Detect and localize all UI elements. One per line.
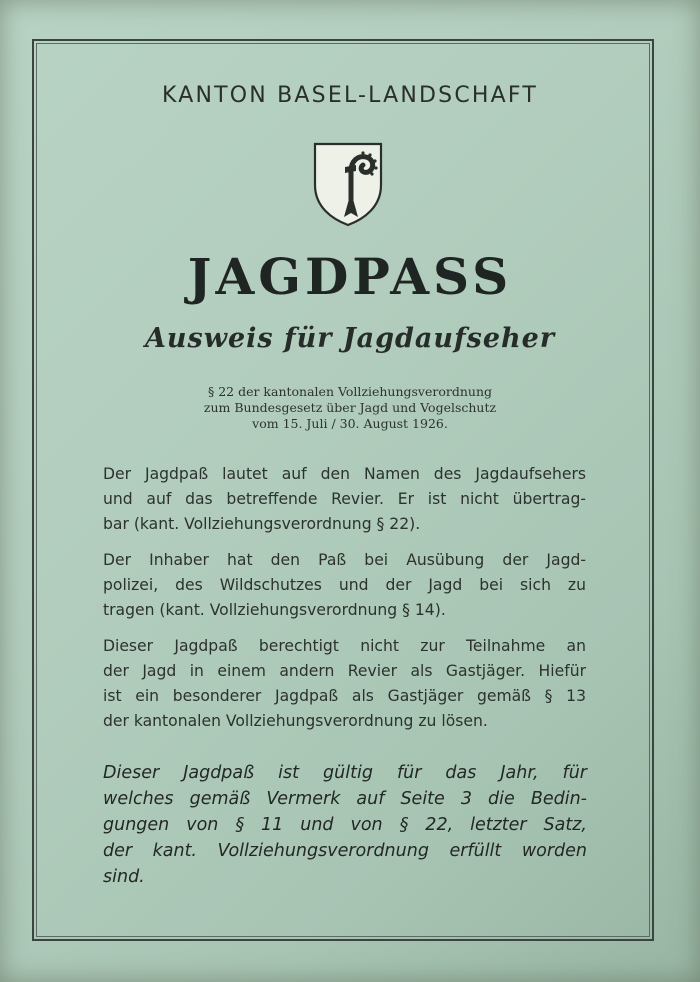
legal-reference	[30, 384, 670, 432]
paragraph-carry-obligation	[103, 548, 586, 623]
paragraph-line: und auf das betreffende Revier. Er ist nicht übertrag-	[103, 490, 586, 508]
validity-line: gungen von § 11 und von § 22, letzter Satz,	[103, 815, 587, 835]
paragraph-line: Der Jagdpaß lautet auf den Namen des Jagdaufsehers	[103, 465, 586, 483]
basel-crozier-crest-icon	[312, 141, 384, 227]
document-subtitle: Ausweis für Jagdaufseher	[144, 323, 556, 354]
paragraph-line: ist ein besonderer Jagdpaß als Gastjäger gemäß § 13	[103, 687, 586, 705]
validity-line: welches gemäß Vermerk auf Seite 3 die Bedin-	[103, 789, 587, 809]
paragraph-guest-hunter	[103, 634, 586, 734]
reference-line: § 22 der kantonalen Vollziehungsverordnung	[207, 384, 493, 399]
document-title: JAGDPASS	[187, 247, 513, 306]
reference-line: zum Bundesgesetz über Jagd und Vogelschutz	[203, 400, 497, 415]
validity-line: sind.	[103, 867, 145, 887]
canton-heading: KANTON BASEL-LANDSCHAFT	[161, 83, 538, 108]
paragraph-name-and-district	[103, 462, 586, 537]
paragraph-line: der kantonalen Vollziehungsverordnung zu lösen.	[103, 712, 488, 730]
paragraph-line: tragen (kant. Vollziehungsverordnung § 14).	[103, 601, 446, 619]
paragraph-line: bar (kant. Vollziehungsverordnung § 22).	[103, 515, 421, 533]
validity-line: Dieser Jagdpaß ist gültig für das Jahr, für	[103, 763, 587, 783]
reference-line: vom 15. Juli / 30. August 1926.	[252, 416, 448, 431]
paragraph-line: der Jagd in einem andern Revier als Gastjäger. Hiefür	[103, 662, 586, 680]
validity-line: der kant. Vollziehungsverordnung erfüllt worden	[103, 841, 587, 861]
paragraph-line: Dieser Jagdpaß berechtigt nicht zur Teilnahme an	[103, 637, 586, 655]
paragraph-line: polizei, des Wildschutzes und der Jagd bei sich zu	[103, 576, 586, 594]
paragraph-line: Der Inhaber hat den Paß bei Ausübung der Jagd-	[103, 551, 586, 569]
validity-statement	[103, 760, 587, 890]
